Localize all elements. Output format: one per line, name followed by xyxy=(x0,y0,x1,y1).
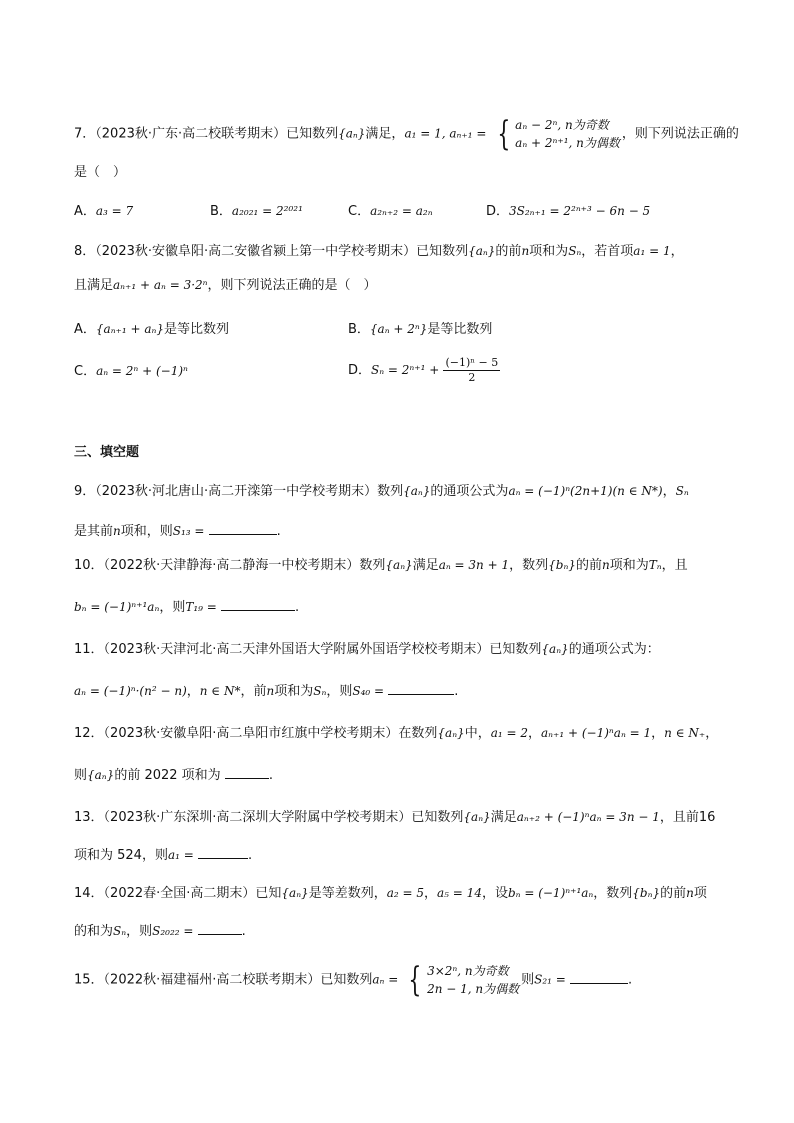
q7-option-a: A．a₃ = 7 xyxy=(74,204,134,219)
q9-answer-blank[interactable] xyxy=(209,520,277,535)
question-10-line-2: bₙ = (−1)ⁿ⁺¹aₙ，则T₁₉ = . xyxy=(74,596,299,617)
q11-answer-blank[interactable] xyxy=(388,680,454,695)
q10-answer-blank[interactable] xyxy=(221,596,295,611)
q7-option-d: D．3S₂ₙ₊₁ = 2²ⁿ⁺³ − 6n − 5 xyxy=(486,204,651,219)
q15-piecewise xyxy=(404,962,519,998)
q7-sequence: {aₙ} xyxy=(338,126,366,141)
question-12-line-1: 12．（2023秋·安徽阜阳·高二阜阳市红旗中学校考期末）在数列{aₙ}中，a₁ = 2，aₙ₊₁ + (−1)ⁿaₙ = 1，n ∈ N₊， xyxy=(74,726,719,741)
q13-answer-blank[interactable] xyxy=(198,844,248,859)
question-13-line-2: 项和为 524，则a₁ = . xyxy=(74,844,252,865)
question-15-line-1: 15．（2022秋·福建福州·高二校联考期末）已知数列aₙ = { 3×2ⁿ, n为奇数 2n − 1, n为偶数 则S₂₁ = . xyxy=(74,960,633,1000)
q7-brace: { xyxy=(496,114,510,154)
q7-option-c: C．a₂ₙ₊₂ = a₂ₙ xyxy=(348,204,433,219)
question-7-line-1 xyxy=(74,116,739,152)
question-8-line-2: 且满足aₙ₊₁ + aₙ = 3·2ⁿ，则下列说法正确的是（ ） xyxy=(74,278,377,293)
question-9-line-2: 是其前n项和，则S₁₃ = . xyxy=(74,520,281,541)
q12-answer-blank[interactable] xyxy=(225,764,269,779)
q15-case-1: 3×2ⁿ, n为奇数 xyxy=(427,964,509,978)
question-14-line-2: 的和为Sₙ，则S₂₀₂₂ = . xyxy=(74,920,246,941)
q7-line-2: 是（ ） xyxy=(74,165,127,180)
q8-option-b: B．{aₙ + 2ⁿ}是等比数列 xyxy=(348,322,493,337)
question-8-line-1: 8．（2023秋·安徽阜阳·高二安徽省颍上第一中学校考期末）已知数列{aₙ}的前n项和为Sₙ，若首项a₁ = 1， xyxy=(74,244,684,259)
q15-brace: { xyxy=(408,960,422,1000)
question-7-line-2 xyxy=(74,164,126,182)
q7-prefix: 7．（2023秋·广东·高二校联考期末）已知数列 xyxy=(74,126,339,142)
section-title: 三、填空题 xyxy=(74,445,140,460)
question-13-line-1: 13．（2023秋·广东深圳·高二深圳大学附属中学校考期末）已知数列{aₙ}满足aₙ₊₂ + (−1)ⁿaₙ = 3n − 1，且前16 xyxy=(74,810,716,825)
q15-answer-blank[interactable] xyxy=(570,969,628,984)
q8-option-a: A．{aₙ₊₁ + aₙ}是等比数列 xyxy=(74,322,230,337)
question-9-line-1: 9．（2023秋·河北唐山·高二开滦第一中学校考期末）数列{aₙ}的通项公式为aₙ = (−1)ⁿ(2n+1)(n ∈ N*)，Sₙ xyxy=(74,484,689,499)
q14-answer-blank[interactable] xyxy=(198,920,242,935)
q7-case-2: aₙ + 2ⁿ⁺¹, n为偶数 xyxy=(515,136,620,150)
question-11-line-2: aₙ = (−1)ⁿ·(n² − n)，n ∈ N*，前n项和为Sₙ，则S₄₀ = . xyxy=(74,680,458,701)
q8-option-d: D．Sₙ = 2ⁿ⁺¹ + $\frac{\text{(−1)ⁿ − 5}}{2}$ xyxy=(348,356,499,384)
question-11-line-1: 11．（2023秋·天津河北·高二天津外国语大学附属外国语学校校考期末）已知数列{aₙ}的通项公式为： xyxy=(74,642,660,657)
question-12-line-2: 则{aₙ}的前 2022 项和为 . xyxy=(74,764,273,785)
q8-option-d-fraction: $\frac{\text{(−1)ⁿ − 5}}{2}$ xyxy=(445,356,499,384)
q7-piecewise xyxy=(493,116,620,152)
q7-case-1: aₙ − 2ⁿ, n为奇数 xyxy=(515,118,609,132)
q7-option-b: B．a₂₀₂₁ = 2²⁰²¹ xyxy=(210,204,303,219)
q15-case-2: 2n − 1, n为偶数 xyxy=(427,982,520,996)
q7-suffix: ，则下列说法正确的 xyxy=(621,126,739,142)
q7-condition: a₁ = 1, aₙ₊₁ = xyxy=(404,126,487,141)
q8-option-c: C．aₙ = 2ⁿ + (−1)ⁿ xyxy=(74,364,188,379)
q7-mid: 满足， xyxy=(365,126,405,142)
question-10-line-1: 10．（2022秋·天津静海·高二静海一中校考期末）数列{aₙ}满足aₙ = 3n + 1，数列{bₙ}的前n项和为Tₙ，且 xyxy=(74,558,688,573)
question-14-line-1: 14．（2022春·全国·高二期末）已知{aₙ}是等差数列，a₂ = 5，a₅ = 14，设bₙ = (−1)ⁿ⁺¹aₙ，数列{bₙ}的前n项 xyxy=(74,886,707,901)
